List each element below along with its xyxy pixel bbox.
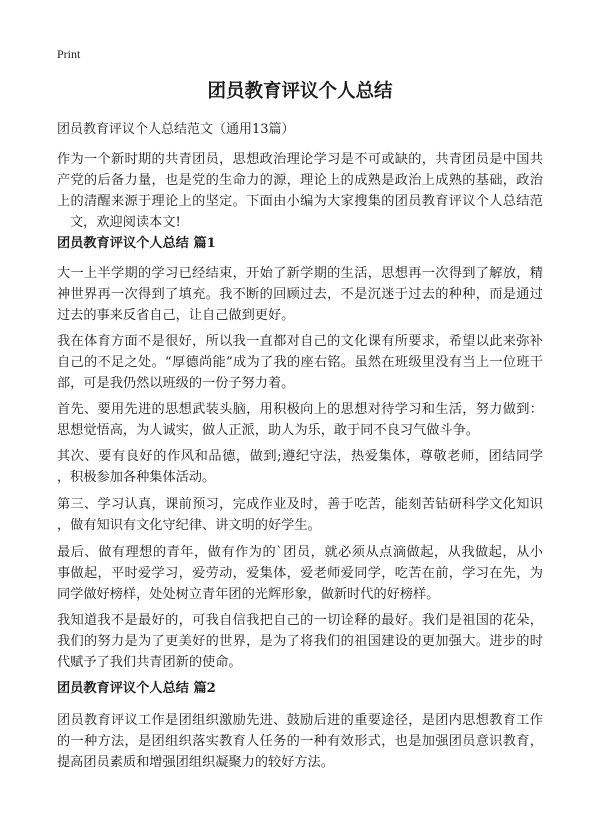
section-2-paragraph-1 — [57, 710, 543, 773]
intro-paragraph — [57, 149, 543, 233]
text-line: 过去的事来反省自己，让自己做到更好。 — [57, 308, 295, 323]
section-1-paragraph-6 — [57, 542, 543, 605]
section-1-paragraph-7 — [57, 610, 543, 673]
text-line: 部，可是我仍然以班级的一份子努力着。 — [57, 376, 295, 391]
text-line: 首先、要用先进的思想武装头脑，用积极向上的思想对待学习和生活，努力做到： — [57, 402, 543, 417]
text-line: 代赋予了我们共青团新的使命。 — [57, 655, 242, 670]
text-line: 思想觉悟高，为人诚实，做人正派，助人为乐，敢于同不良习气做斗争。 — [57, 423, 479, 438]
text-line: 团员教育评议工作是团组织激励先进、鼓励后进的重要途径，是团内思想教育工作 — [57, 713, 543, 728]
section-1-paragraph-3 — [57, 399, 543, 441]
text-line: 事做起，平时爱学习，爱劳动，爱集体，爱老师爱同学，吃苦在前，学习在先，为 — [57, 566, 543, 581]
text-line: ，做有知识有文化守纪律、讲文明的好学生。 — [57, 518, 321, 533]
text-line: 的一种方法，是团组织落实教育人任务的一种有效形式，也是加强团员意识教育， — [57, 734, 543, 749]
text-line: 文，欢迎阅读本文! — [70, 215, 181, 230]
text-line: 上的清醒来源于理论上的坚定。下面由小编为大家搜集的团员教育评议个人总结范 — [57, 194, 543, 209]
section-1-paragraph-5 — [57, 494, 543, 536]
text-line: 自己的不足之处。“厚德尚能”成为了我的座右铭。虽然在班级里没有当上一位班干 — [57, 355, 543, 370]
text-line: 我知道我不是最好的，可我自信我把自己的一切诠释的最好。我们是祖国的花朵， — [57, 613, 543, 628]
text-line: 其次、要有良好的作风和品德，做到;遵纪守法，热爱集体，尊敬老师，团结同学 — [57, 449, 543, 464]
section-heading-2: 团员教育评议个人总结 篇2 — [57, 681, 216, 696]
text-line: 作为一个新时期的共青团员，思想政治理论学习是不可或缺的，共青团员是中国共 — [57, 152, 543, 167]
text-line: 神世界再一次得到了填充。我不断的回顾过去，不是沉迷于过去的种种，而是通过 — [57, 287, 543, 302]
text-line: 最后、做有理想的青年，做有作为的`团员，就必须从点滴做起，从我做起，从小 — [57, 545, 543, 560]
text-line: 提高团员素质和增强团组织凝聚力的较好方法。 — [57, 755, 334, 770]
section-1-paragraph-2 — [57, 331, 543, 394]
text-line: 大一上半学期的学习已经结束，开始了新学期的生活，思想再一次得到了解放，精 — [57, 266, 543, 281]
document-subtitle: 团员教育评议个人总结范文（通用13篇） — [57, 122, 295, 137]
text-line: 同学做好榜样，处处树立青年团的光辉形象，做新时代的好榜样。 — [57, 587, 440, 602]
text-line: ，积极参加各种集体活动。 — [57, 470, 216, 485]
section-1-paragraph-4 — [57, 446, 543, 488]
text-line: 产党的后备力量，也是党的生命力的源，理论上的成熟是政治上成熟的基础，政治 — [57, 173, 543, 188]
text-line: 第三、学习认真，课前预习，完成作业及时，善于吃苦，能刻苦钻研科学文化知识 — [57, 497, 543, 512]
text-line: 我在体育方面不是很好，所以我一直都对自己的文化课有所要求，希望以此来弥补 — [57, 334, 543, 349]
page-title: 团员教育评议个人总结 — [207, 81, 393, 102]
section-heading-1: 团员教育评议个人总结 篇1 — [57, 236, 216, 251]
print-link[interactable]: Print — [57, 47, 81, 61]
text-line: 我们的努力是为了更美好的世界，是为了将我们的祖国建设的更加强大。进步的时 — [57, 634, 543, 649]
section-1-paragraph-1 — [57, 263, 543, 326]
